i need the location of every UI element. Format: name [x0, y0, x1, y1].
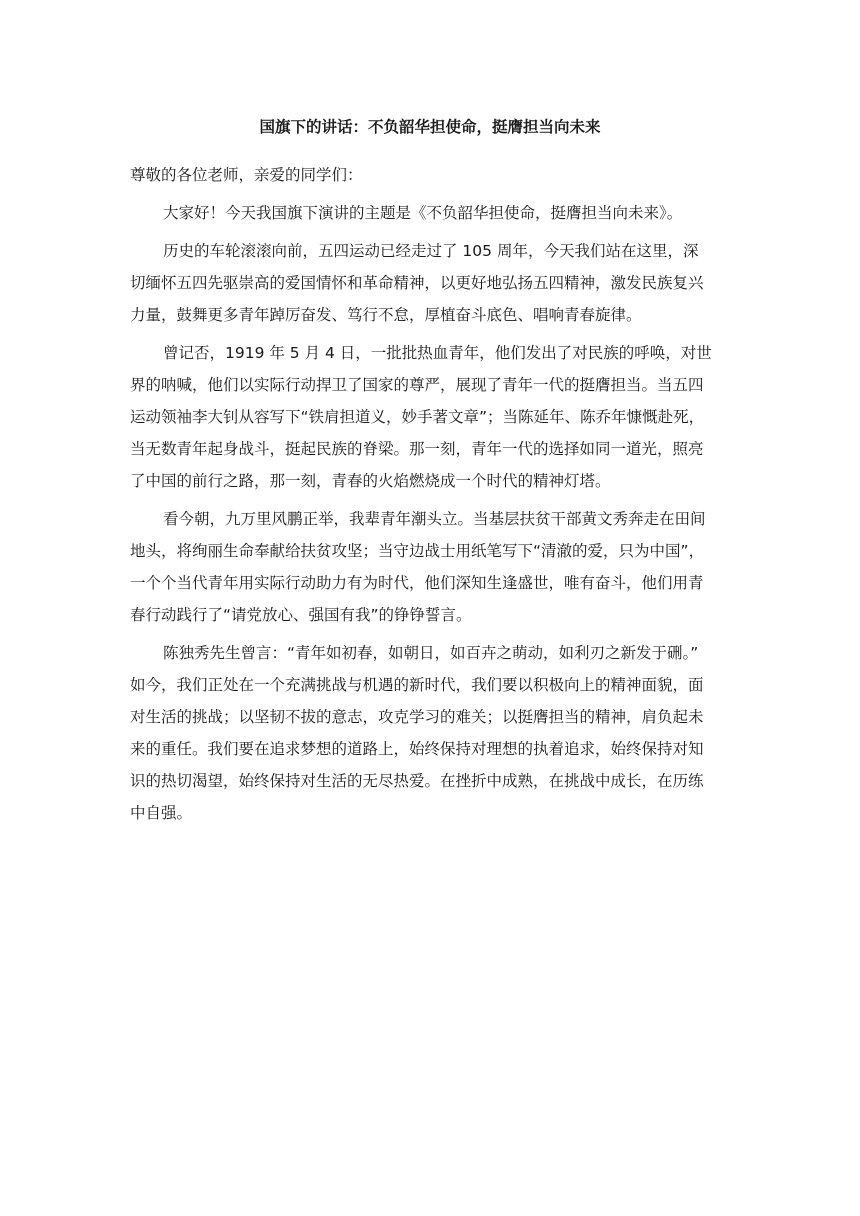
- paragraph-line: 历史的车轮滚滚向前，五四运动已经走过了 105 周年，今天我们站在这里，深: [163, 242, 699, 260]
- paragraph-line: 地头，将绚丽生命奉献给扶贫攻坚；当守边战士用纸笔写下“清澈的爱，只为中国”，: [130, 542, 705, 560]
- paragraph: [130, 503, 735, 631]
- paragraph-line: 力量，鼓舞更多青年踔厉奋发、笃行不怠，厚植奋斗底色、唱响青春旋律。: [130, 306, 642, 324]
- paragraph-line: 当无数青年起身战斗，挺起民族的脊梁。那一刻，青年一代的选择如同一道光，照亮: [130, 440, 704, 458]
- paragraph-line: 对生活的挑战；以坚韧不拔的意志，攻克学习的难关；以挺膺担当的精神，肩负起未: [130, 708, 704, 726]
- paragraph-line: 切缅怀五四先驱崇高的爱国情怀和革命精神，以更好地弘扬五四精神，激发民族复兴: [130, 274, 704, 292]
- paragraph-line: 运动领袖李大钊从容写下“铁肩担道义，妙手著文章”；当陈延年、陈乔年慷慨赴死，: [130, 408, 705, 426]
- document-body: [130, 159, 735, 829]
- paragraph-line: 曾记否，1919 年 5 月 4 日，一批批热血青年，他们发出了对民族的呼唤，对世: [163, 344, 712, 362]
- paragraph-line: 来的重任。我们要在追求梦想的道路上，始终保持对理想的执着追求，始终保持对知: [130, 740, 704, 758]
- document-title: 国旗下的讲话：不负韶华担使命，挺膺担当向未来: [259, 118, 601, 136]
- paragraph: [130, 337, 735, 497]
- paragraph-line: 界的呐喊，他们以实际行动捍卫了国家的尊严，展现了青年一代的挺膺担当。当五四: [130, 376, 704, 394]
- paragraph-line: 了中国的前行之路，那一刻，青春的火焰燃烧成一个时代的精神灯塔。: [130, 472, 611, 490]
- paragraph-line: 识的热切渴望，始终保持对生活的无尽热爱。在挫折中成熟，在挑战中成长，在历练: [130, 772, 704, 790]
- paragraph-line: 中自强。: [130, 804, 193, 822]
- salutation: 尊敬的各位老师，亲爱的同学们：: [130, 166, 363, 184]
- paragraph-line: 如今，我们正处在一个充满挑战与机遇的新时代，我们要以积极向上的精神面貌，面: [130, 676, 704, 694]
- paragraph: [130, 637, 735, 829]
- paragraph: [130, 197, 735, 229]
- paragraph-line: 看今朝，九万里风鹏正举，我辈青年潮头立。当基层扶贫干部黄文秀奔走在田间: [163, 510, 706, 528]
- paragraph-line: 大家好！今天我国旗下演讲的主题是《不负韶华担使命，挺膺担当向未来》。: [163, 204, 683, 222]
- paragraph-line: 陈独秀先生曾言：“青年如初春，如朝日，如百卉之萌动，如利刃之新发于硎。”: [163, 644, 699, 662]
- paragraph: [130, 235, 735, 331]
- paragraph-line: 春行动践行了“请党放心、强国有我”的铮铮誓言。: [130, 606, 472, 624]
- paragraph-line: 一个个当代青年用实际行动助力有为时代，他们深知生逢盛世，唯有奋斗，他们用青: [130, 574, 704, 592]
